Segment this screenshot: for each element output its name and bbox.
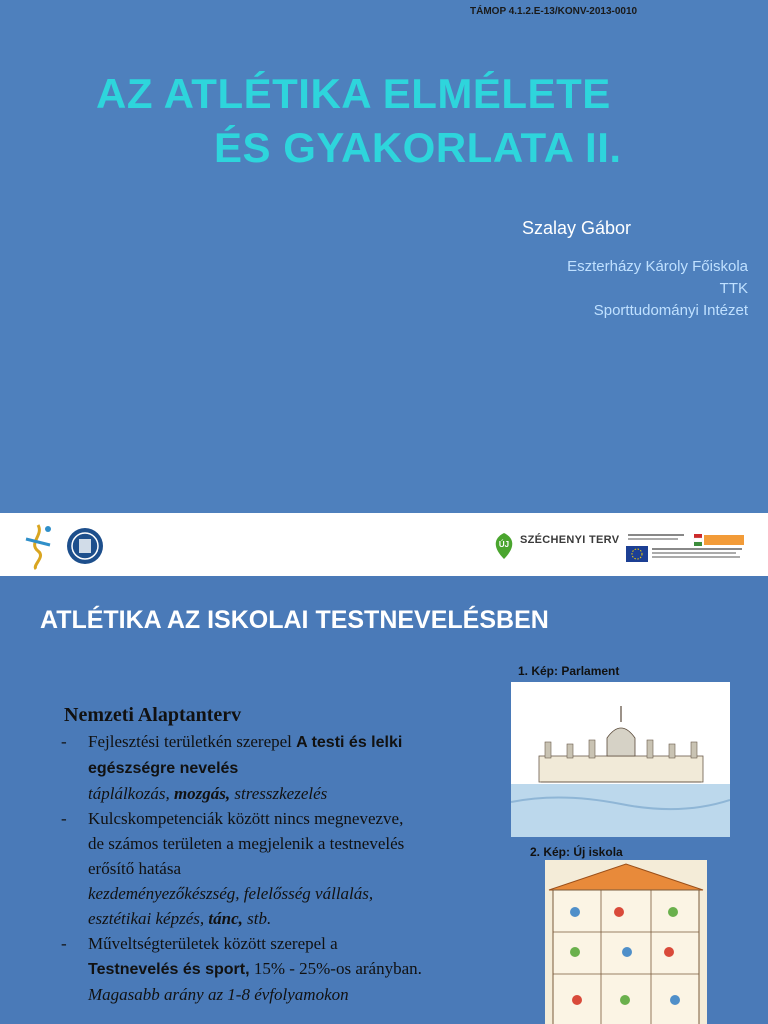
item2-line1: Kulcskompetenciák között nincs megnevezve,: [88, 809, 404, 828]
eu-funding-logo: [626, 532, 748, 564]
szechenyi-terv-logo: [492, 531, 516, 561]
content-slide: [0, 576, 768, 1024]
sport-institute-logo: [18, 521, 58, 571]
item1-bold-b: egészségre nevelés: [88, 760, 239, 777]
item1-italic-1: táplálkozás,: [88, 784, 174, 803]
list-dash: -: [61, 934, 67, 953]
title-line-2: ÉS GYAKORLATA II.: [214, 124, 622, 171]
item1-bold-italic: mozgás,: [173, 784, 231, 803]
title-line-1: AZ ATLÉTIKA ELMÉLETE: [96, 70, 611, 117]
image-caption-2: 2. Kép: Új iskola: [530, 845, 623, 859]
item1-italic-2: stresszkezelés: [230, 784, 328, 803]
affiliation-department: Sporttudományi Intézet: [593, 302, 748, 319]
item3-rest: 15% - 25%-os arányban.: [249, 959, 422, 978]
affiliation-institution: Eszterházy Károly Főiskola: [567, 258, 748, 275]
slide-title: ATLÉTIKA AZ ISKOLAI TESTNEVELÉSBEN: [40, 606, 549, 634]
university-seal-logo: [66, 527, 104, 565]
item2-bold-italic: tánc,: [208, 909, 243, 928]
item2-line2: de számos területen a megjelenik a testnevelés: [88, 834, 405, 853]
tamop-code: TÁMOP 4.1.2.E-13/KONV-2013-0010: [470, 6, 638, 17]
item2-line5b: stb.: [242, 909, 272, 928]
parliament-image: [511, 682, 730, 837]
list-dash: -: [61, 732, 67, 751]
item1-text: Fejlesztési területkén szerepel: [88, 732, 297, 751]
body-text: [61, 704, 504, 1007]
item3-line3: Magasabb arány az 1-8 évfolyamokon: [88, 985, 349, 1004]
affiliation-faculty: TTK: [719, 280, 748, 297]
szechenyi-uj-label: ÚJ: [498, 540, 510, 549]
item1-bold-a: A testi és lelki: [296, 734, 403, 751]
item3-line1: Műveltségterületek között szerepel a: [88, 934, 338, 953]
list-item: [61, 806, 504, 931]
image-caption-1: 1. Kép: Parlament: [518, 664, 620, 678]
list-item: [61, 729, 504, 806]
author: Szalay Gábor: [522, 218, 632, 238]
list-dash: -: [61, 809, 67, 828]
item2-line5a: esztétikai képzés,: [88, 909, 209, 928]
nat-heading: Nemzeti Alaptanterv: [64, 704, 242, 726]
item2-line4: kezdeményezőkészség, felelősség vállalás,: [88, 884, 374, 903]
item2-line3: erősítő hatása: [88, 859, 181, 878]
item3-bold: Testnevelés és sport,: [88, 961, 250, 978]
list-item: [61, 931, 504, 1007]
new-school-image: [545, 860, 707, 1024]
szechenyi-terv-text: SZÉCHENYI TERV: [520, 534, 620, 546]
